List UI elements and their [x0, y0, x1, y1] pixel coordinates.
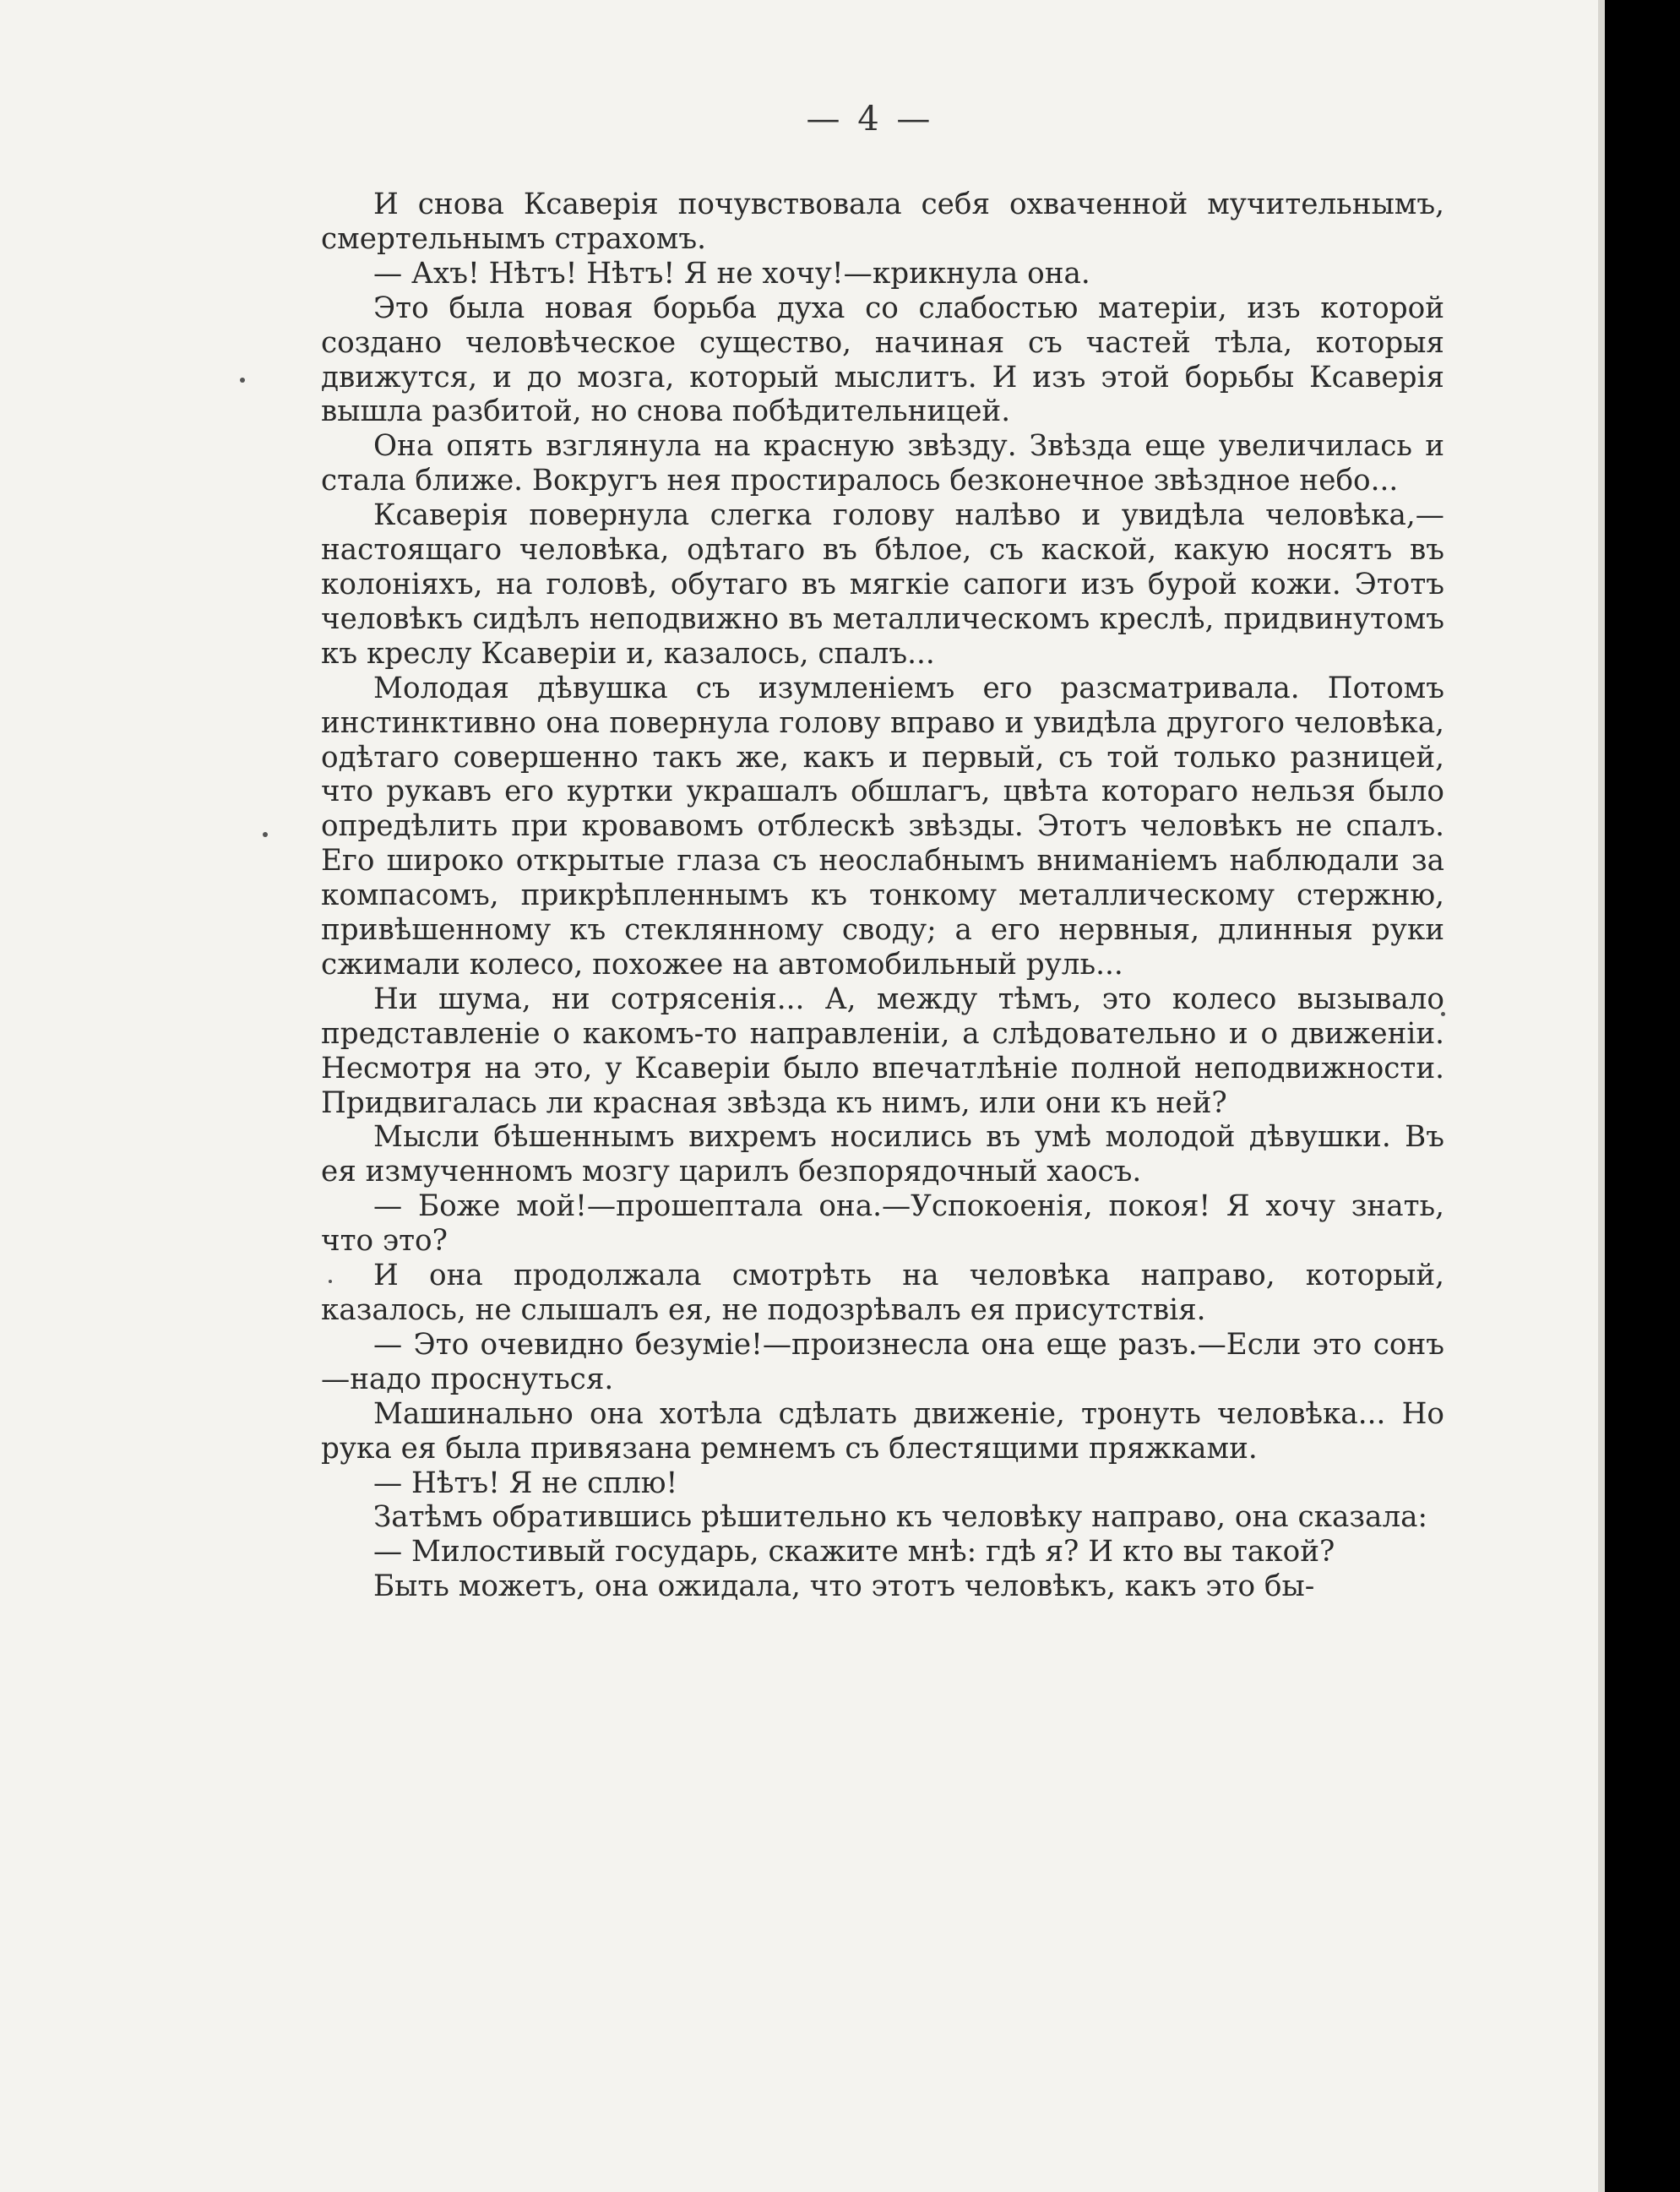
paragraph: Затѣмъ обратившись рѣшительно къ человѣку направо, она сказала:	[373, 1500, 1428, 1535]
dust-speck	[263, 832, 268, 837]
paragraph: Ни шума, ни сотрясенія... А, между тѣмъ, это колесо вызывало представленіе о какомъ-то направленіи, а слѣдовательно и о движеніи. Несмотря на это, у Ксаверіи было впечатлѣніе полной неподвижности. Придвигалась ли красная звѣзда къ нимъ, или они къ ней?	[321, 982, 1444, 1120]
dust-speck	[240, 378, 245, 383]
paragraph: Мысли бѣшеннымъ вихремъ носились въ умѣ молодой дѣвушки. Въ ея измученномъ мозгу царилъ безпорядочный хаосъ.	[321, 1120, 1444, 1189]
body-text	[321, 188, 1444, 1604]
paragraph: Это была новая борьба духа со слабостью матеріи, изъ которой создано человѣческое существо, начиная съ частей тѣла, которыя движутся, и до мозга, который мыслитъ. И изъ этой борьбы Ксаверія вышла разбитой, но снова побѣдительницей.	[321, 291, 1444, 429]
paragraph: Ксаверія повернула слегка голову налѣво и увидѣла человѣка,—настоящаго человѣка, одѣтаго въ бѣлое, съ каской, какую носятъ въ колоніяхъ, на головѣ, обутаго въ мягкіе сапоги изъ бурой кожи. Этотъ человѣкъ сидѣлъ неподвижно въ металлическомъ креслѣ, придвинутомъ къ креслу Ксаверіи и, казалось, спалъ...	[321, 498, 1444, 671]
paragraph: — Нѣтъ! Я не сплю!	[373, 1466, 678, 1500]
paragraph: Машинально она хотѣла сдѣлать движеніе, тронуть человѣка... Но рука ея была привязана ремнемъ съ блестящими пряжками.	[321, 1396, 1444, 1466]
paragraph: И она продолжала смотрѣть на человѣка направо, который, казалось, не слышалъ ея, не подозрѣвалъ ея присутствія.	[321, 1259, 1444, 1327]
paragraph: Она опять взглянула на красную звѣзду. Звѣзда еще увеличилась и стала ближе. Вокругъ нея простиралось безконечное звѣздное небо...	[321, 429, 1444, 498]
paragraph: Быть можетъ, она ожидала, что этотъ человѣкъ, какъ это бы-	[373, 1569, 1315, 1604]
page-number: — 4 —	[806, 100, 934, 139]
paragraph: Молодая дѣвушка съ изумленіемъ его разсматривала. Потомъ инстинктивно она повернула голову вправо и увидѣла другого человѣка, одѣтаго совершенно такъ же, какъ и первый, съ той только разницей, что рукавъ его куртки украшалъ обшлагъ, цвѣта котораго нельзя было опредѣлить при кровавомъ отблескѣ звѣзды. Этотъ человѣкъ не спалъ. Его широко открытые глаза съ неослабнымъ вниманіемъ наблюдали за компасомъ, прикрѣпленнымъ къ тонкому металлическому стержню, привѣшенному къ стеклянному своду; а его нервныя, длинныя руки сжимали колесо, похожее на автомобильный руль...	[321, 671, 1444, 982]
paragraph: — Милостивый государь, скажите мнѣ: гдѣ я? И кто вы такой?	[373, 1535, 1335, 1569]
page-edge	[1598, 0, 1605, 2192]
paragraph: — Это очевидно безуміе!—произнесла она еще разъ.—Если это сонъ—надо проснуться.	[321, 1327, 1444, 1396]
paragraph: И снова Ксаверія почувствовала себя охваченной мучительнымъ, смертельнымъ страхомъ.	[321, 188, 1444, 256]
paragraph: — Боже мой!—прошептала она.—Успокоенія, покоя! Я хочу знать, что это?	[321, 1189, 1444, 1259]
paragraph: — Ахъ! Нѣтъ! Нѣтъ! Я не хочу!—крикнула она.	[373, 256, 1090, 291]
